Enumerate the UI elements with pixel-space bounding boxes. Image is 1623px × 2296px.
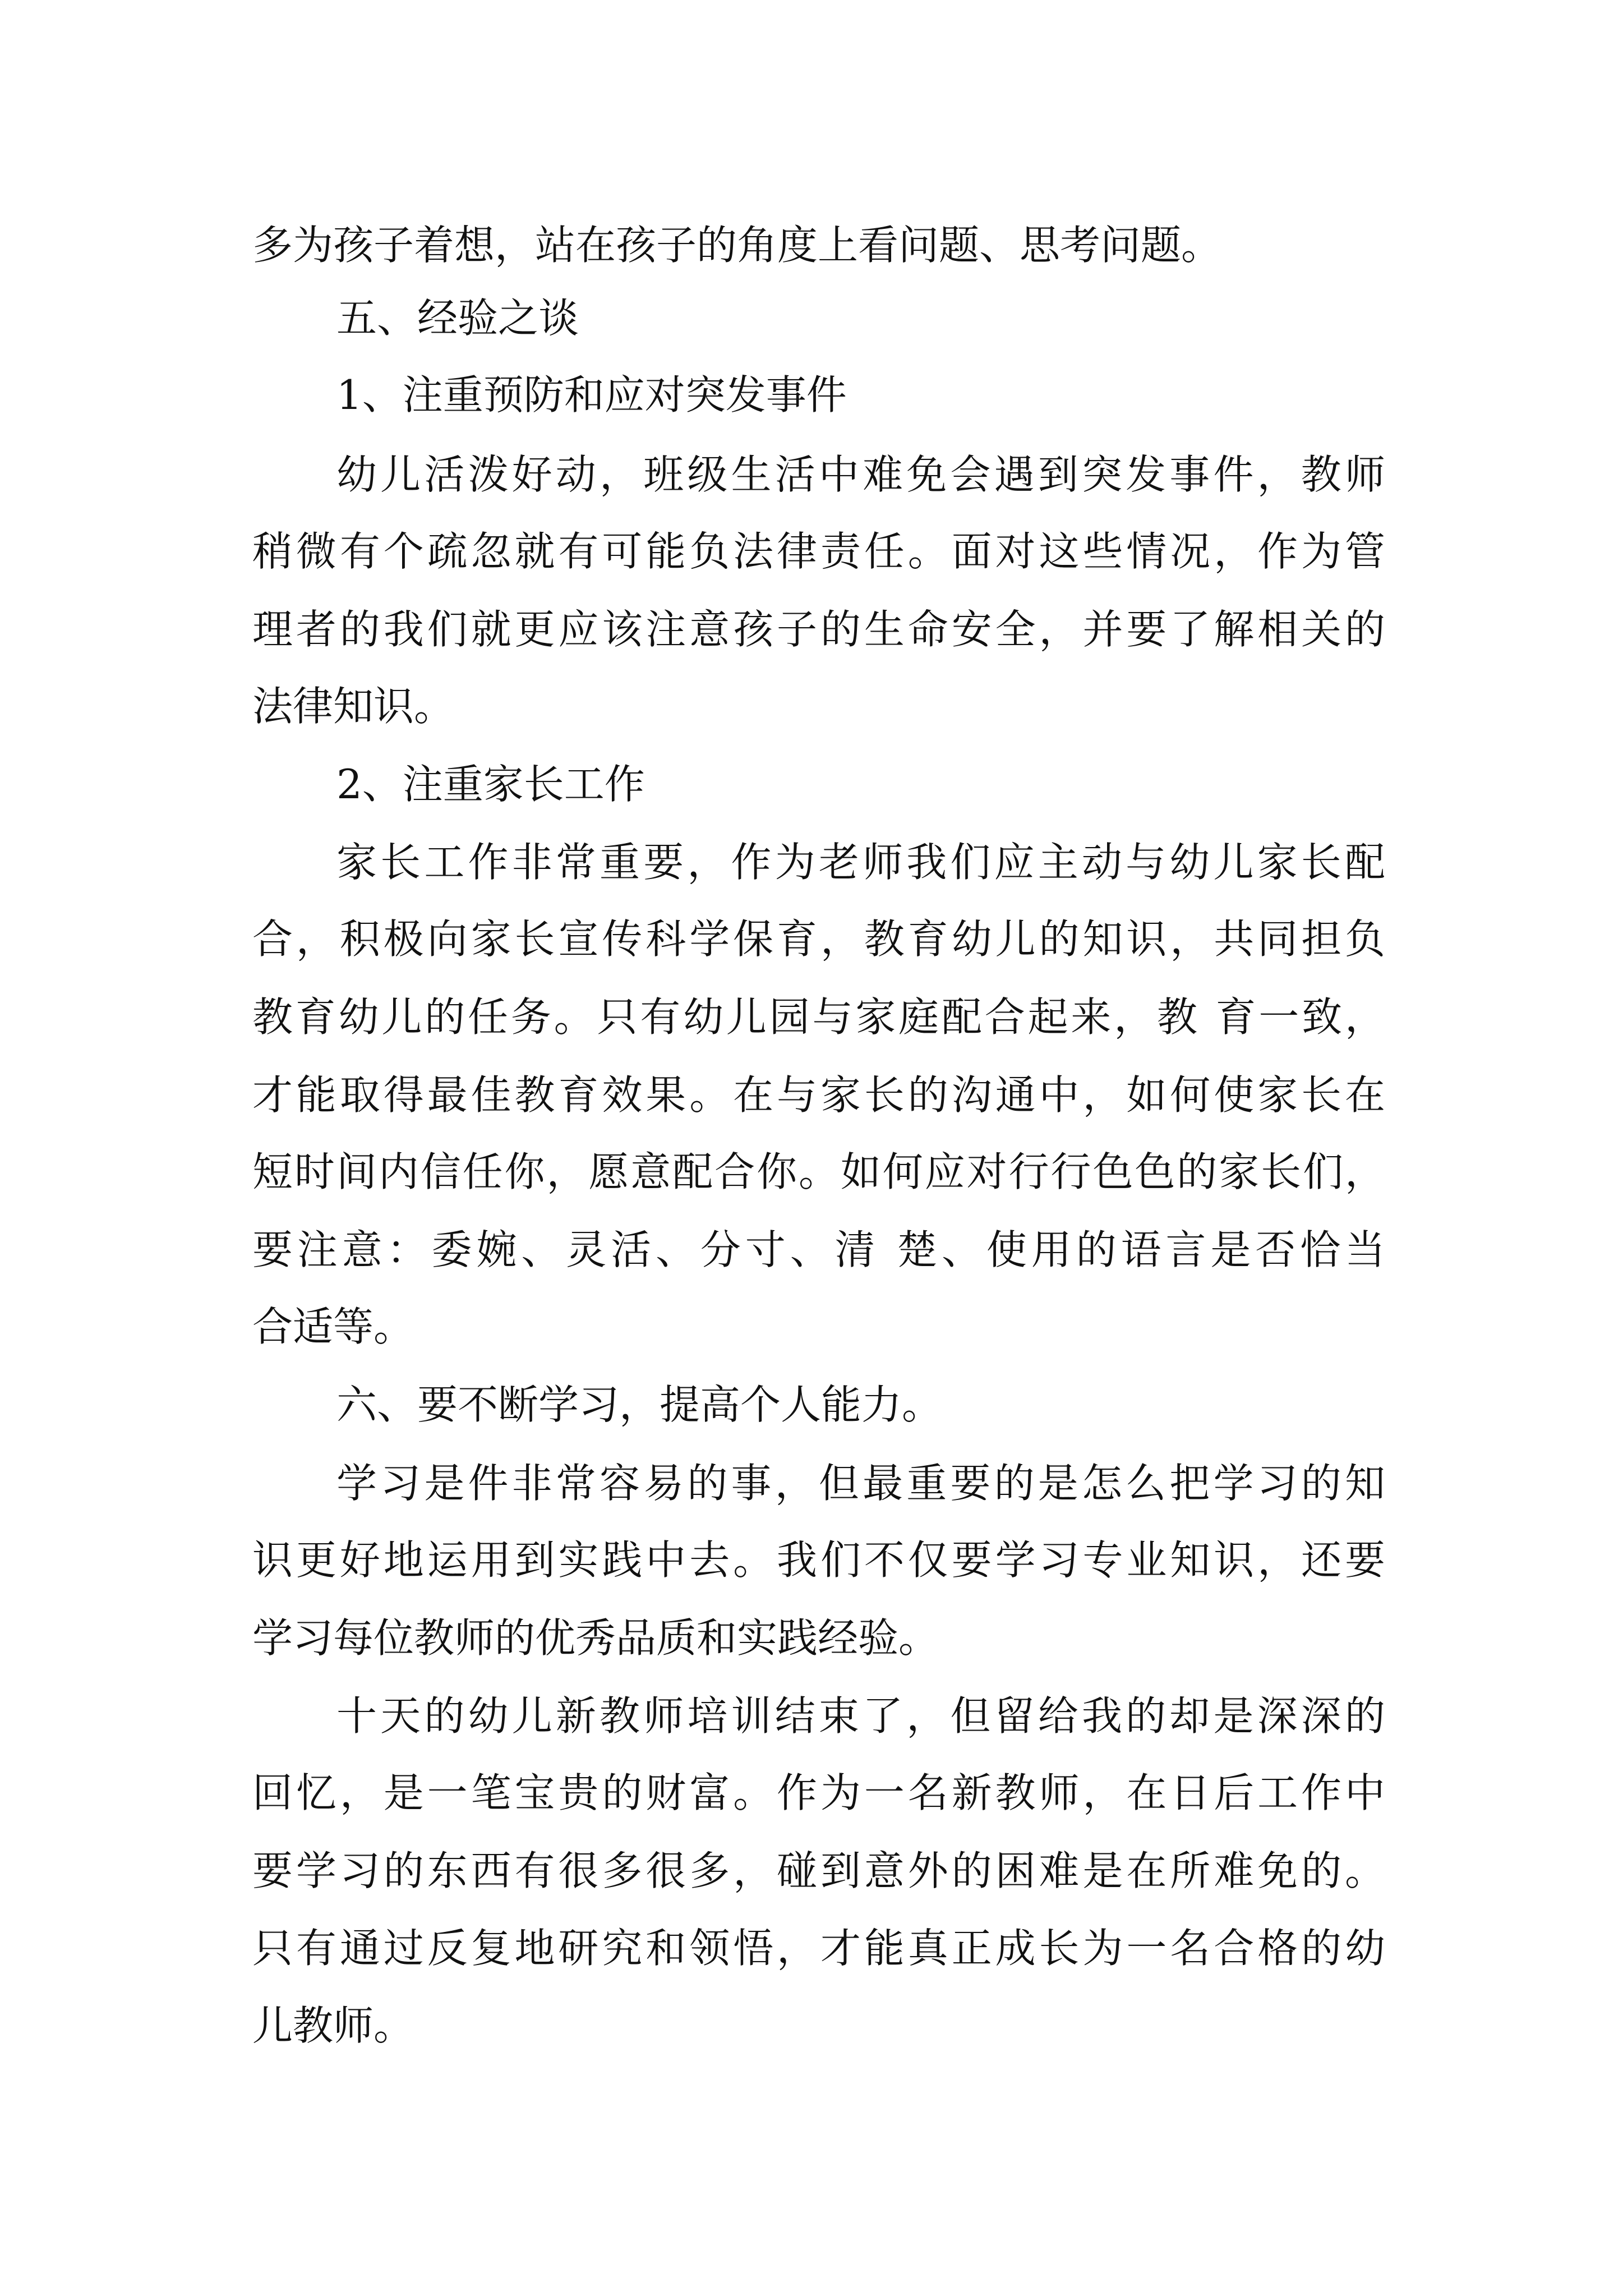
text-line: 只有通过反复地研究和领悟，才能真正成长为一名合格的幼: [252, 1925, 1385, 1972]
text-line: 十天的幼儿新教师培训结束了，但留给我的却是深深的: [336, 1692, 1385, 1740]
text-line: 合，积极向家长宣传科学保育，教育幼儿的知识，共同担负: [252, 915, 1385, 963]
text-line: 才能取得最佳教育效果。在与家长的沟通中，如何使家长在: [252, 1071, 1385, 1119]
section-heading: 六、要不断学习，提高个人能力。: [336, 1381, 943, 1428]
text-line: 学习每位教师的优秀品质和实践经验。: [252, 1614, 939, 1662]
text-line: 法律知识。: [252, 683, 455, 730]
text-line: 家长工作非常重要，作为老师我们应主动与幼儿家长配: [336, 839, 1385, 886]
text-line: 幼儿活泼好动，班级生活中难免会遇到突发事件，教师: [336, 451, 1385, 498]
text-line: 儿教师。: [252, 2002, 414, 2049]
subsection-heading: 1、注重预防和应对突发事件: [336, 371, 847, 418]
subsection-heading: 2、注重家长工作: [336, 761, 645, 808]
text-line: 教育幼儿的任务。只有幼儿园与家庭配合起来，教 育一致，: [252, 993, 1385, 1041]
text-line: 识更好地运用到实践中去。我们不仅要学习专业知识，还要: [252, 1536, 1385, 1584]
text-line: 多为孩子着想，站在孩子的角度上看问题、思考问题。: [252, 222, 1222, 269]
text-line: 短时间内信任你，愿意配合你。如何应对行行色色的家长们，: [252, 1148, 1385, 1195]
text-line: 合适等。: [252, 1303, 414, 1350]
text-line: 要学习的东西有很多很多，碰到意外的困难是在所难免的。: [252, 1847, 1385, 1894]
section-heading: 五、经验之谈: [336, 295, 579, 342]
text-line: 稍微有个疏忽就有可能负法律责任。面对这些情况，作为管: [252, 528, 1385, 575]
text-line: 学习是件非常容易的事，但最重要的是怎么把学习的知: [336, 1460, 1385, 1507]
text-line: 回忆，是一笔宝贵的财富。作为一名新教师，在日后工作中: [252, 1769, 1385, 1816]
text-line: 理者的我们就更应该注意孩子的生命安全，并要了解相关的: [252, 606, 1385, 653]
text-line: 要注意：委婉、灵活、分寸、清 楚、使用的语言是否恰当: [252, 1226, 1385, 1273]
